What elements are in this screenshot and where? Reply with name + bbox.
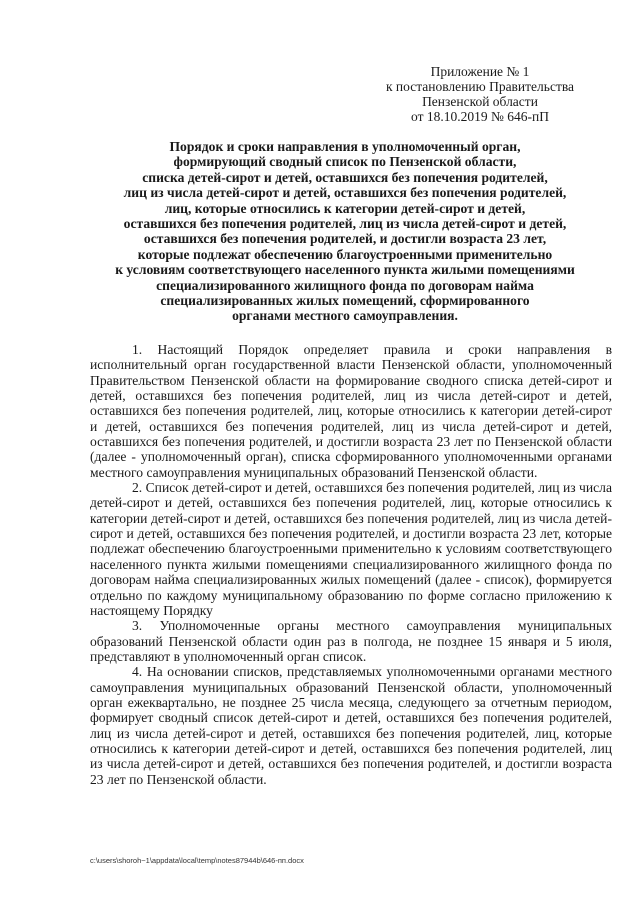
title-line: лиц, которые относились к категории детей-сирот и детей, (164, 200, 526, 216)
file-path-footer: c:\users\shoroh~1\appdata\local\temp\notes87944b\646-пп.docx (90, 856, 304, 865)
appendix-number: Приложение № 1 (430, 64, 530, 79)
title-line: лиц из числа детей-сирот и детей, оставшихся без попечения родителей, (123, 185, 567, 201)
title-line: специализированных жилых помещений, сформированного (160, 293, 530, 309)
appendix-header (330, 64, 630, 124)
paragraph-3: 3. Уполномоченные органы местного самоуправления муниципальных образований Пензенской области один раз в полгода, не позднее 15 января и 5 июля, представляют в уполномоченный орган список. (90, 618, 612, 664)
appendix-resolution: к постановлению Правительства (385, 79, 575, 94)
appendix-region: Пензенской области (422, 94, 538, 109)
title-line: оставшихся без попечения родителей, и достигли возраста 23 лет, (143, 231, 547, 247)
document-title (80, 139, 610, 324)
paragraph-2: 2. Список детей-сирот и детей, оставшихся без попечения родителей, лиц из числа детей-сирот и детей, оставшихся без попечения родителей, лиц, которые относились к категории детей-сирот и детей, оставшихся без попечения родителей, лиц из числа детей-сирот и детей, оставшихся без попечения родителей, и достигли возраста 23 лет, которые подлежат обеспечению благоустроенными применительно к условиям соответствующего населенного пункта жилыми помещениями специализированного жилищного фонда по договорам найма специализированных жилых помещений (далее - список), формируется отдельно по каждому муниципальному образованию по форме согласно приложению к настоящему Порядку (90, 480, 612, 618)
appendix-date: от 18.10.2019 № 646-пП (411, 109, 549, 124)
title-line: которые подлежат обеспечению благоустроенными применительно (137, 246, 553, 262)
title-line: органами местного самоуправления. (232, 308, 458, 324)
title-line: формирующий сводный список по Пензенской области, (173, 154, 517, 170)
paragraph-1: 1. Настоящий Порядок определяет правила и сроки направления в исполнительный орган государственной власти Пензенской области, уполномоченный Правительством Пензенской области на формирование сводного списка детей-сирот и детей, оставшихся без попечения родителей, лиц из числа детей-сирот и детей, оставшихся без попечения родителей, лиц, которые относились к категории детей-сирот и детей, оставшихся без попечения родителей, лиц из числа детей-сирот и детей, оставшихся без попечения родителей, и достигли возраста 23 лет по Пензенской области (далее - уполномоченный орган), списка сформированного уполномоченными органами местного самоуправления муниципальных образований Пензенской области. (90, 342, 612, 480)
paragraph-4: 4. На основании списков, представляемых уполномоченными органами местного самоуправления муниципальных образований Пензенской области, уполномоченный орган ежеквартально, не позднее 25 числа месяца, следующего за отчетным периодом, формирует сводный список детей-сирот и детей, оставшихся без попечения родителей, лиц из числа детей-сирот и детей, оставшихся без попечения родителей, лиц, которые относились к категории детей-сирот и детей, оставшихся без попечения родителей, лиц из числа детей-сирот и детей, оставшихся без попечения родителей, и достигли возраста 23 лет по Пензенской области. (90, 664, 612, 787)
title-line: оставшихся без попечения родителей, лиц из числа детей-сирот и детей, (123, 216, 567, 232)
title-line: Порядок и сроки направления в уполномоченный орган, (169, 139, 521, 154)
title-line: списка детей-сирот и детей, оставшихся без попечения родителей, (142, 169, 548, 185)
document-body (90, 342, 612, 787)
title-line: к условиям соответствующего населенного пункта жилыми помещениями (115, 262, 575, 278)
title-line: специализированного жилищного фонда по договорам найма (156, 277, 534, 293)
